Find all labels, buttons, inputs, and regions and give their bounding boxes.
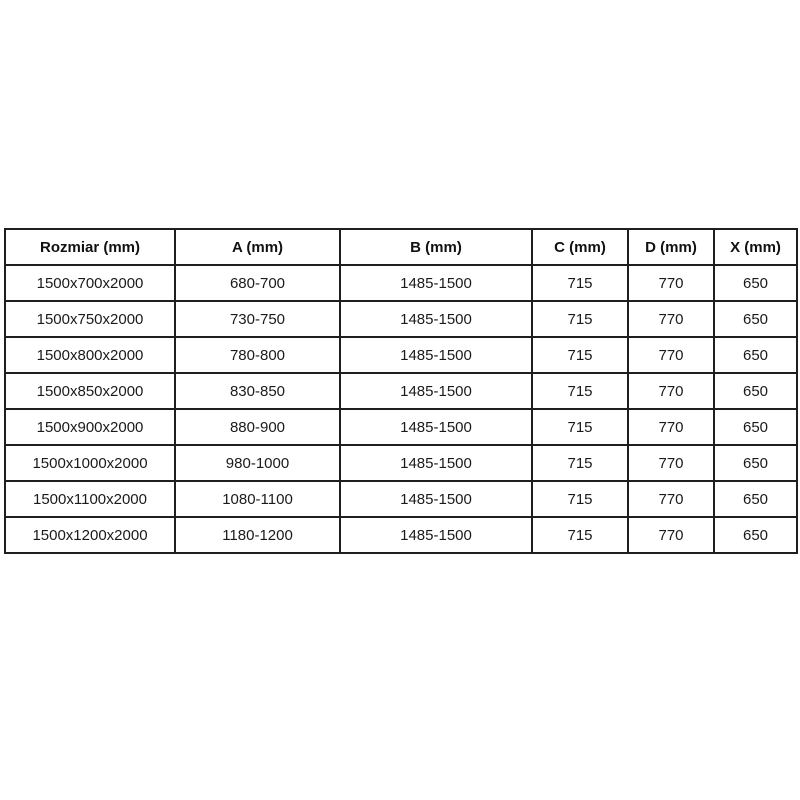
cell-d: 770 (628, 301, 714, 337)
cell-x: 650 (714, 265, 797, 301)
cell-a: 830-850 (175, 373, 340, 409)
size-spec-table (4, 228, 798, 554)
cell-b: 1485-1500 (340, 265, 532, 301)
cell-rozmiar: 1500x750x2000 (5, 301, 175, 337)
cell-c: 715 (532, 265, 628, 301)
cell-d: 770 (628, 409, 714, 445)
header-c: C (mm) (532, 229, 628, 265)
cell-b: 1485-1500 (340, 373, 532, 409)
cell-a: 880-900 (175, 409, 340, 445)
cell-b: 1485-1500 (340, 481, 532, 517)
table-row (5, 445, 797, 481)
cell-x: 650 (714, 301, 797, 337)
cell-d: 770 (628, 337, 714, 373)
header-d: D (mm) (628, 229, 714, 265)
cell-c: 715 (532, 373, 628, 409)
cell-x: 650 (714, 337, 797, 373)
cell-rozmiar: 1500x900x2000 (5, 409, 175, 445)
cell-b: 1485-1500 (340, 409, 532, 445)
header-row (5, 229, 797, 265)
cell-d: 770 (628, 265, 714, 301)
cell-a: 680-700 (175, 265, 340, 301)
cell-d: 770 (628, 373, 714, 409)
table-row (5, 373, 797, 409)
cell-rozmiar: 1500x700x2000 (5, 265, 175, 301)
cell-d: 770 (628, 517, 714, 553)
header-a: A (mm) (175, 229, 340, 265)
cell-c: 715 (532, 445, 628, 481)
cell-b: 1485-1500 (340, 301, 532, 337)
cell-c: 715 (532, 337, 628, 373)
table-row (5, 337, 797, 373)
table-row (5, 481, 797, 517)
cell-a: 780-800 (175, 337, 340, 373)
cell-rozmiar: 1500x1100x2000 (5, 481, 175, 517)
cell-rozmiar: 1500x850x2000 (5, 373, 175, 409)
cell-rozmiar: 1500x1000x2000 (5, 445, 175, 481)
header-b: B (mm) (340, 229, 532, 265)
cell-x: 650 (714, 517, 797, 553)
cell-b: 1485-1500 (340, 337, 532, 373)
cell-rozmiar: 1500x1200x2000 (5, 517, 175, 553)
cell-b: 1485-1500 (340, 517, 532, 553)
header-x: X (mm) (714, 229, 797, 265)
table-row (5, 301, 797, 337)
cell-a: 730-750 (175, 301, 340, 337)
cell-x: 650 (714, 481, 797, 517)
cell-x: 650 (714, 373, 797, 409)
cell-rozmiar: 1500x800x2000 (5, 337, 175, 373)
table-row (5, 517, 797, 553)
cell-a: 980-1000 (175, 445, 340, 481)
cell-a: 1180-1200 (175, 517, 340, 553)
header-rozmiar: Rozmiar (mm) (5, 229, 175, 265)
cell-a: 1080-1100 (175, 481, 340, 517)
cell-d: 770 (628, 445, 714, 481)
cell-d: 770 (628, 481, 714, 517)
table-row (5, 265, 797, 301)
cell-c: 715 (532, 517, 628, 553)
table-row (5, 409, 797, 445)
cell-c: 715 (532, 409, 628, 445)
cell-b: 1485-1500 (340, 445, 532, 481)
cell-c: 715 (532, 301, 628, 337)
cell-c: 715 (532, 481, 628, 517)
cell-x: 650 (714, 445, 797, 481)
cell-x: 650 (714, 409, 797, 445)
